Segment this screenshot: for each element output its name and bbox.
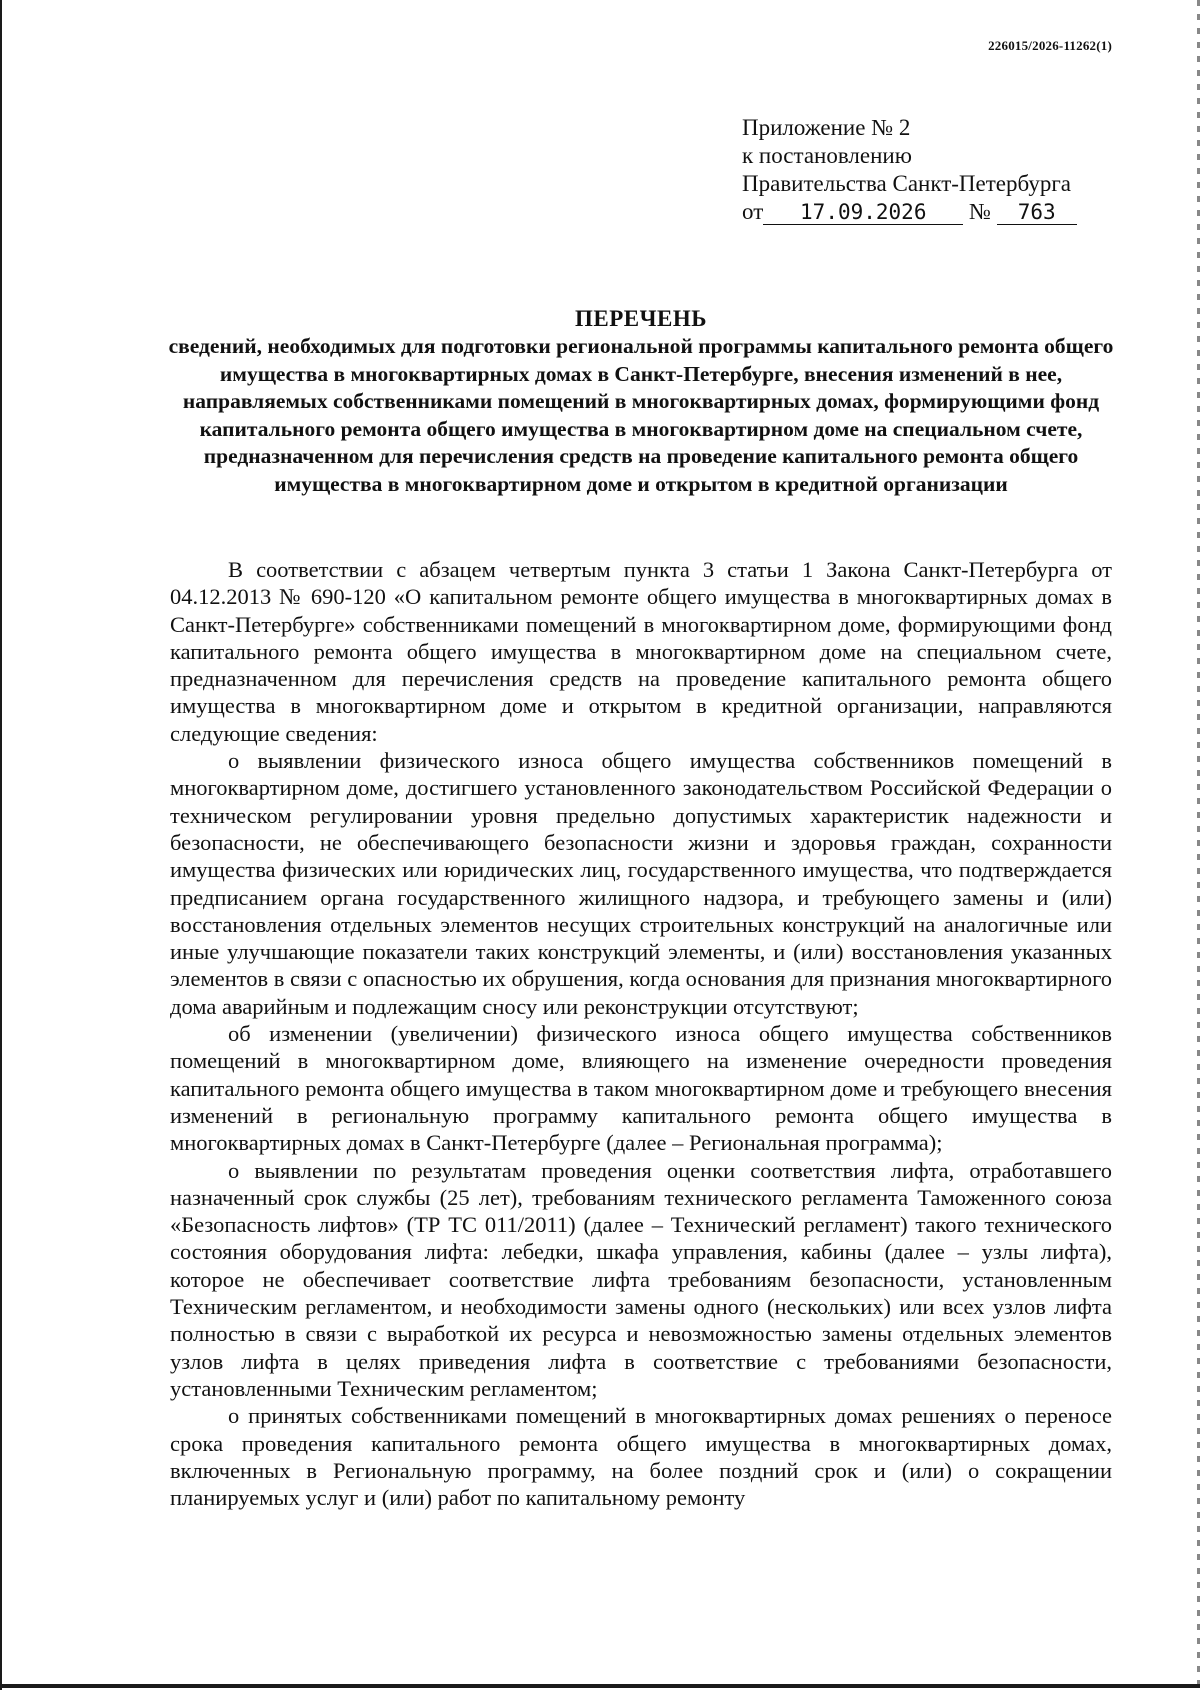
appendix-block xyxy=(742,114,1077,226)
appendix-line-2: к постановлению xyxy=(742,143,912,168)
date-prefix: от xyxy=(742,199,764,224)
document-registration-code: 226015/2026-11262(1) xyxy=(988,38,1112,53)
appendix-line-1: Приложение № 2 xyxy=(742,115,911,140)
number-prefix: № xyxy=(969,199,991,224)
paragraph-owner-decisions: о принятых собственниками помещений в многоквартирных домах решениях о переносе срока проведения капитального ремонта общего имущества в многоквартирных домах, включенных в Региональную программу, на более поздний срок и (или) о сокращении планируемых услуг и (или) работ по капитальному ремонту xyxy=(170,1403,1112,1511)
paragraph-intro: В соответствии с абзацем четвертым пункта 3 статьи 1 Закона Санкт-Петербурга от 04.12.2013 № 690-120 «О капитальном ремонте общего имущества в многоквартирных домах в Санкт-Петербурге» собственниками помещений в многоквартирном доме, формирующими фонд капитального ремонта общего имущества в многоквартирном доме на специальном счете, предназначенном для перечисления средств на проведение капитального ремонта общего имущества в многоквартирном доме и открытом в кредитной организации, направляются следующие сведения: xyxy=(170,557,1112,746)
appendix-line-3: Правительства Санкт-Петербурга xyxy=(742,171,1071,196)
title-block xyxy=(160,304,1122,498)
scan-left-border xyxy=(0,0,2,1690)
paragraph-wear-increase: об изменении (увеличении) физического износа общего имущества собственников помещений в многоквартирном доме, влияющего на изменение очередности проведения капитального ремонта общего имущества в таком многоквартирном доме и требующего внесения изменений в региональную программу капитального ремонта общего имущества в многоквартирных домах в Санкт-Петербурге (далее – Региональная программа); xyxy=(170,1021,1112,1156)
paragraph-physical-wear: о выявлении физического износа общего имущества собственников помещений в многоквартирном доме, достигшего установленного законодательством Российской Федерации о техническом регулировании уровня предельно допустимых характеристик надежности и безопасности, не обеспечивающего безопасности жизни и здоровья граждан, сохранности имущества физических или юридических лиц, государственного имущества, что подтверждается предписанием органа государственного жилищного надзора, и требующего замены и (или) восстановления отдельных элементов несущих строительных конструкций на аналогичные или иные улучшающие показатели таких конструкций элементы, и (или) восстановления указанных элементов в связи с опасностью их обрушения, когда основания для признания многоквартирного дома аварийным и подлежащим сносу или реконструкции отсутствуют; xyxy=(170,748,1112,1019)
decree-number: 763 xyxy=(997,201,1077,225)
paragraph-elevator: о выявлении по результатам проведения оценки соответствия лифта, отработавшего назначенный срок службы (25 лет), требованиям технического регламента Таможенного союза «Безопасность лифтов» (ТР ТС 011/2011) (далее – Технический регламент) такого технического состояния оборудования лифта: лебедки, шкафа управления, кабины (далее – узлы лифта), которое не обеспечивает соответствие лифта требованиям безопасности, установленным Техническим регламентом, и необходимости замены одного (нескольких) или всех узлов лифта полностью в связи с выработкой их ресурса и невозможностью замены отдельных элементов узлов лифта в целях приведения лифта в соответствие с требованиями безопасности, установленными Техническим регламентом; xyxy=(170,1157,1112,1401)
document-subtitle: сведений, необходимых для подготовки региональной программы капитального ремонта общего имущества в многоквартирных домах в Санкт-Петербурге, внесения изменений в нее, направляемых собственниками помещений в многоквартирных домах, формирующими фонд капитального ремонта общего имущества в многоквартирном доме на специальном счете, предназначенном для перечисления средств на проведение капитального ремонта общего имущества в многоквартирном доме и открытом в кредитной организации xyxy=(168,334,1114,496)
appendix-date-line xyxy=(742,198,1077,226)
scan-bottom-border xyxy=(0,1684,1200,1688)
decree-date: 17.09.2026 xyxy=(763,201,963,225)
document-body xyxy=(170,556,1112,1511)
document-title: ПЕРЕЧЕНЬ xyxy=(575,306,707,331)
